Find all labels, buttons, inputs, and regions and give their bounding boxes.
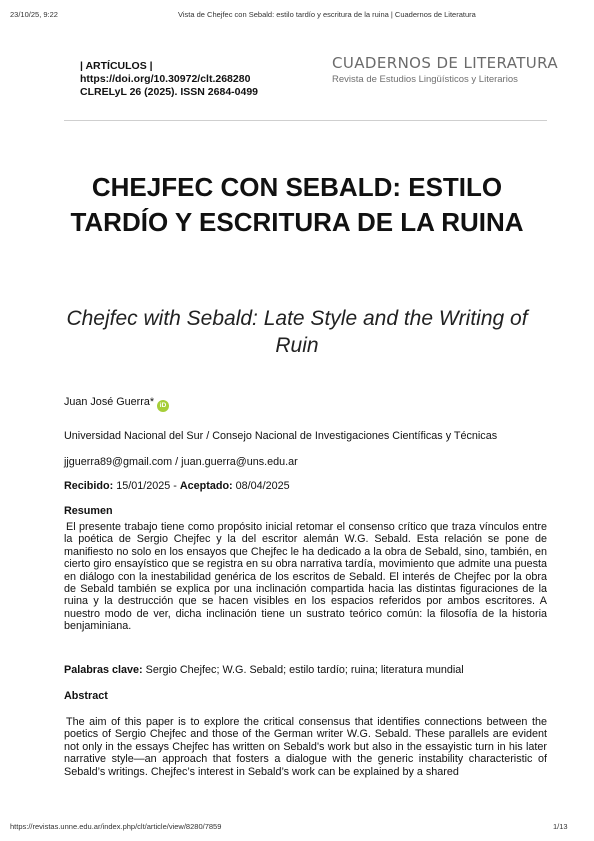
- resumen-heading: Resumen: [64, 505, 113, 517]
- article-title: CHEJFEC CON SEBALD: ESTILO TARDÍO Y ESCRITURA DE LA RUINA: [70, 172, 524, 237]
- section-label: | ARTÍCULOS |: [80, 60, 153, 72]
- print-footer-page-number: 1/13: [553, 822, 568, 831]
- affiliation: Universidad Nacional del Sur / Consejo Nacional de Investigaciones Científicas y Técnicas: [64, 430, 498, 442]
- journal-logo[interactable]: [332, 54, 559, 85]
- author-line: [64, 396, 169, 412]
- journal-logo-subtitle: Revista de Estudios Lingüísticos y Literarios: [332, 74, 518, 85]
- author-emails[interactable]: jjguerra89@gmail.com / juan.guerra@uns.edu.ar: [64, 456, 298, 468]
- issue-info: CLRELyL 26 (2025). ISSN 2684-0499: [80, 86, 259, 98]
- accepted-date: 08/04/2025: [235, 480, 290, 492]
- print-footer-url: https://revistas.unne.edu.ar/index.php/clt/article/view/8280/7859: [10, 822, 222, 831]
- abstract-text: The aim of this paper is to explore the critical consensus that identifies connections between the poetics of Sergio Chejfec and those of the German writer W.G. Sebald. These parallels are evident not only in the essays Chejfec has written on Sebald's work but also in the essayistic turn in his later narrative style—an approach that fosters a dialogue with the generic instability characteristic of Sebald’s writings. Chejfec’s interest in Sebald’s work can be explained by a shared: [64, 716, 547, 778]
- abstract-heading: Abstract: [64, 690, 108, 702]
- accepted-label: Aceptado:: [179, 480, 233, 492]
- doi-link[interactable]: https://doi.org/10.30972/clt.268280: [80, 73, 251, 85]
- keywords-line: [64, 664, 464, 677]
- received-label: Recibido:: [64, 480, 114, 492]
- journal-logo-title: CUADERNOS DE LITERATURA: [332, 54, 559, 72]
- author-name: Juan José Guerra*: [64, 396, 155, 408]
- keywords-label: Palabras clave:: [64, 664, 143, 676]
- print-header-page-title: Vista de Chejfec con Sebald: estilo tardío y escritura de la ruina | Cuadernos de Literatura: [178, 10, 476, 19]
- article-meta: [80, 60, 258, 99]
- date-separator: -: [173, 480, 177, 492]
- dates-line: [64, 480, 290, 493]
- header-divider: [64, 120, 547, 121]
- received-date: 15/01/2025: [116, 480, 171, 492]
- article-subtitle: Chejfec with Sebald: Late Style and the Writing of Ruin: [66, 307, 528, 357]
- resumen-text: El presente trabajo tiene como propósito inicial retomar el consenso crítico que traza vínculos entre la poética de Sergio Chejfec y la del escritor alemán W.G. Sebald. Esta relación se pone de manifiesto no solo en los ensayos que Chejfec le ha dedicado a la obra de Sebald, sino, también, en cierto giro ensayístico que se registra en su obra narrativa tardía, movimiento que admite una puesta en diálogo con la inestabilidad genérica de los escritos de Sebald. El interés de Chejfec por la obra de Sebald también se explica por una inclinación compartida hacia las distintas figuraciones de la ruina y la destrucción que se hacen visibles en los espacios referidos por ambos escritores. A nuestro modo de ver, dicha inclinación tiene un sustrato teórico común: la filosofía de la historia benjaminiana.: [64, 521, 547, 633]
- print-header-datetime: 23/10/25, 9:22: [10, 10, 58, 19]
- keywords-list: Sergio Chejfec; W.G. Sebald; estilo tardío; ruina; literatura mundial: [145, 664, 464, 676]
- orcid-icon[interactable]: iD: [157, 400, 169, 412]
